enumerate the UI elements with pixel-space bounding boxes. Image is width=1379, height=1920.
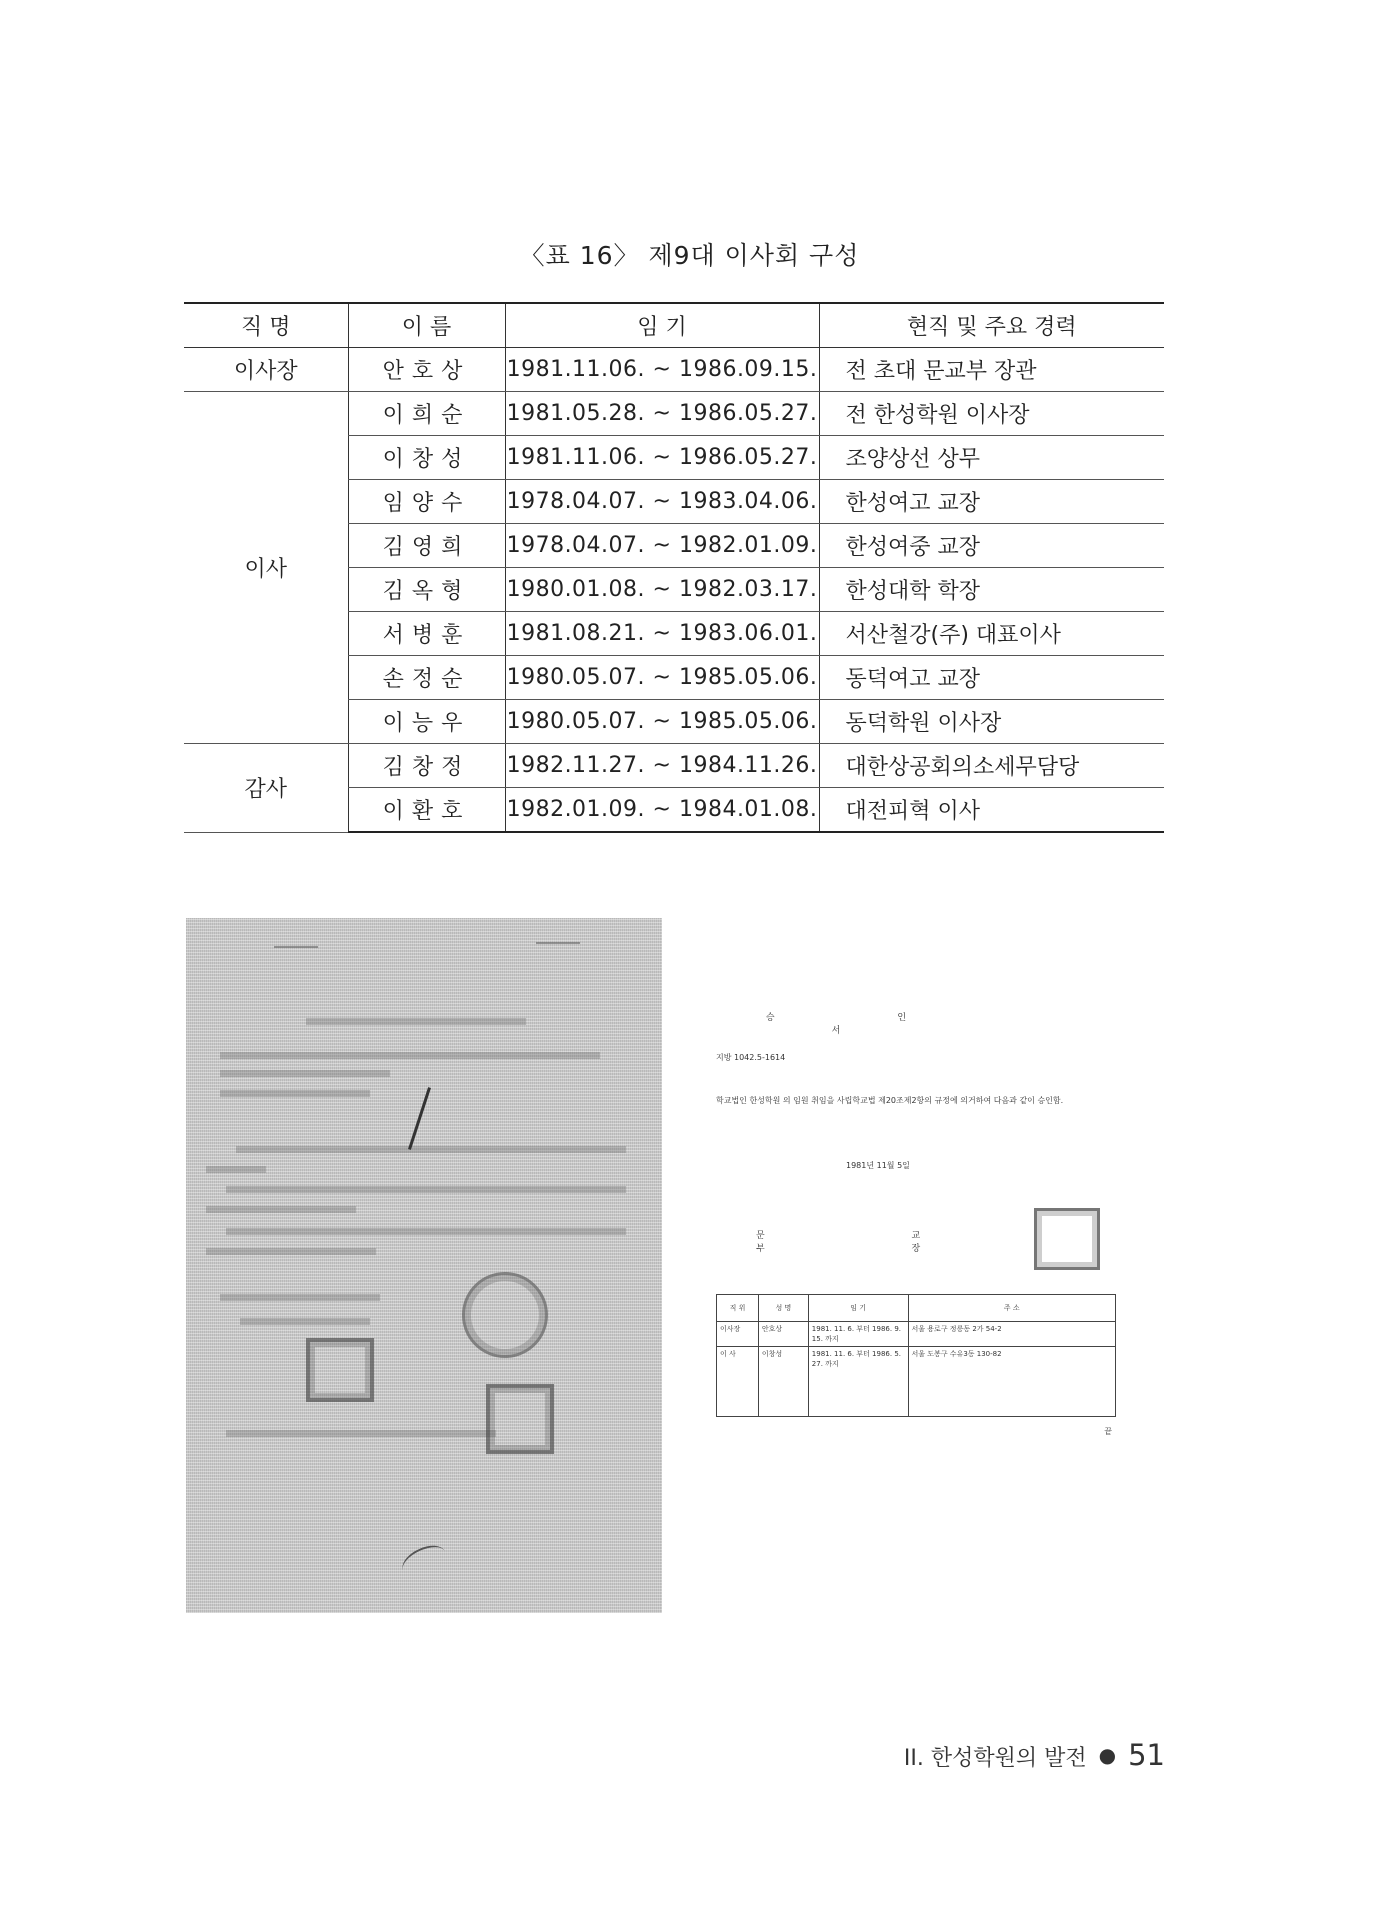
name-cell: 서병훈 bbox=[348, 612, 505, 656]
approval-header-name: 성 명 bbox=[758, 1295, 808, 1322]
square-seal bbox=[486, 1384, 554, 1454]
career-cell: 동덕여고 교장 bbox=[819, 656, 1164, 700]
name-cell: 김옥형 bbox=[348, 568, 505, 612]
term-cell: 1982.11.27. ~ 1984.11.26. bbox=[505, 744, 819, 788]
career-cell: 한성여고 교장 bbox=[819, 480, 1164, 524]
square-stamp bbox=[306, 1338, 374, 1402]
term-cell: 1981.11.06. ~ 1986.05.27. bbox=[505, 436, 819, 480]
scan-text-line bbox=[226, 1430, 496, 1437]
footer-section-title: II. 한성학원의 발전 bbox=[903, 1746, 1087, 1771]
header-name: 이 름 bbox=[348, 303, 505, 348]
table-caption: 〈표 16〉 제9대 이사회 구성 bbox=[519, 241, 860, 270]
approval-table-row bbox=[717, 1347, 1116, 1417]
career-cell: 동덕학원 이사장 bbox=[819, 700, 1164, 744]
table-header-row bbox=[184, 303, 1164, 348]
approval-table-row bbox=[717, 1322, 1116, 1347]
header-position: 직 명 bbox=[184, 303, 348, 348]
handwritten-mark bbox=[408, 1087, 431, 1150]
bullet-icon: ● bbox=[1098, 1743, 1117, 1767]
approval-address: 서울 용로구 정릉동 2가 54-2 bbox=[908, 1322, 1115, 1347]
term-cell: 1978.04.07. ~ 1983.04.06. bbox=[505, 480, 819, 524]
term-cell: 1981.08.21. ~ 1983.06.01. bbox=[505, 612, 819, 656]
approval-body: 학교법인 한성학원 의 임원 취임을 사립학교법 제20조제2항의 규정에 의거하여 다음과 같이 승인함. bbox=[716, 1096, 1064, 1105]
scan-text-line bbox=[220, 1070, 390, 1077]
table-row bbox=[184, 392, 1164, 436]
approval-name: 안호상 bbox=[758, 1322, 808, 1347]
approval-position: 이 사 bbox=[717, 1347, 759, 1417]
table-row bbox=[184, 744, 1164, 788]
scan-text-line bbox=[206, 1166, 266, 1173]
term-cell: 1980.05.07. ~ 1985.05.06. bbox=[505, 700, 819, 744]
approval-header-term: 임 기 bbox=[808, 1295, 908, 1322]
scan-text-line bbox=[220, 1090, 370, 1097]
approval-position: 이사장 bbox=[717, 1322, 759, 1347]
approval-header-position: 직 위 bbox=[717, 1295, 759, 1322]
scan-text-line bbox=[240, 1318, 370, 1325]
page-number: 51 bbox=[1128, 1738, 1165, 1772]
term-cell: 1981.11.06. ~ 1986.09.15. bbox=[505, 348, 819, 392]
approval-issuer: 문 교 부 장 bbox=[756, 1231, 993, 1254]
header-term: 임 기 bbox=[505, 303, 819, 348]
name-cell: 이희순 bbox=[348, 392, 505, 436]
approval-address: 서울 도봉구 수유3동 130-82 bbox=[908, 1347, 1115, 1417]
page-footer bbox=[904, 1738, 1165, 1772]
name-cell: 임양수 bbox=[348, 480, 505, 524]
approval-title: 승 인 서 bbox=[765, 1013, 967, 1036]
official-seal bbox=[1034, 1208, 1100, 1270]
name-cell: 안호상 bbox=[348, 348, 505, 392]
term-cell: 1981.05.28. ~ 1986.05.27. bbox=[505, 392, 819, 436]
career-cell: 한성여중 교장 bbox=[819, 524, 1164, 568]
role-cell: 이사장 bbox=[184, 348, 348, 392]
name-cell: 이환호 bbox=[348, 788, 505, 833]
table-row bbox=[184, 348, 1164, 392]
term-cell: 1980.01.08. ~ 1982.03.17. bbox=[505, 568, 819, 612]
scan-text-line bbox=[226, 1186, 626, 1193]
scan-rule bbox=[536, 942, 580, 944]
role-cell: 감사 bbox=[184, 744, 348, 833]
career-cell: 한성대학 학장 bbox=[819, 568, 1164, 612]
header-career: 현직 및 주요 경력 bbox=[819, 303, 1164, 348]
approval-header-address: 주 소 bbox=[908, 1295, 1115, 1322]
name-cell: 이능우 bbox=[348, 700, 505, 744]
approval-table-header bbox=[717, 1295, 1116, 1322]
scan-text-line bbox=[236, 1146, 626, 1153]
scan-text-line bbox=[220, 1294, 380, 1301]
round-stamp bbox=[462, 1272, 548, 1358]
career-cell: 전 초대 문교부 장관 bbox=[819, 348, 1164, 392]
approval-table bbox=[716, 1294, 1116, 1417]
approval-date: 1981년 11월 5일 bbox=[846, 1161, 910, 1170]
approval-name: 이창성 bbox=[758, 1347, 808, 1417]
approval-term: 1981. 11. 6. 부터 1986. 5. 27. 까지 bbox=[808, 1347, 908, 1417]
scan-text-line bbox=[226, 1228, 626, 1235]
signature-mark bbox=[398, 1539, 451, 1582]
board-roster-table bbox=[184, 302, 1164, 833]
role-cell: 이사 bbox=[184, 392, 348, 744]
scan-rule bbox=[274, 946, 318, 948]
name-cell: 김영희 bbox=[348, 524, 505, 568]
scanned-document-left bbox=[186, 918, 662, 1613]
career-cell: 서산철강(주) 대표이사 bbox=[819, 612, 1164, 656]
name-cell: 손정순 bbox=[348, 656, 505, 700]
approval-end-mark: 끝 bbox=[1104, 1427, 1112, 1436]
term-cell: 1980.05.07. ~ 1985.05.06. bbox=[505, 656, 819, 700]
approval-term: 1981. 11. 6. 부터 1986. 9. 15. 까지 bbox=[808, 1322, 908, 1347]
approval-document-right bbox=[716, 998, 1118, 1448]
name-cell: 이창성 bbox=[348, 436, 505, 480]
career-cell: 조양상선 상무 bbox=[819, 436, 1164, 480]
name-cell: 김창정 bbox=[348, 744, 505, 788]
approval-doc-number: 지방 1042.5-1614 bbox=[716, 1053, 786, 1062]
scan-text-line bbox=[206, 1248, 376, 1255]
career-cell: 대한상공회의소세무담당 bbox=[819, 744, 1164, 788]
scan-text-line bbox=[220, 1052, 600, 1059]
term-cell: 1978.04.07. ~ 1982.01.09. bbox=[505, 524, 819, 568]
scan-text-line bbox=[206, 1206, 356, 1213]
term-cell: 1982.01.09. ~ 1984.01.08. bbox=[505, 788, 819, 833]
career-cell: 전 한성학원 이사장 bbox=[819, 392, 1164, 436]
scan-text-line bbox=[306, 1018, 526, 1025]
career-cell: 대전피혁 이사 bbox=[819, 788, 1164, 833]
